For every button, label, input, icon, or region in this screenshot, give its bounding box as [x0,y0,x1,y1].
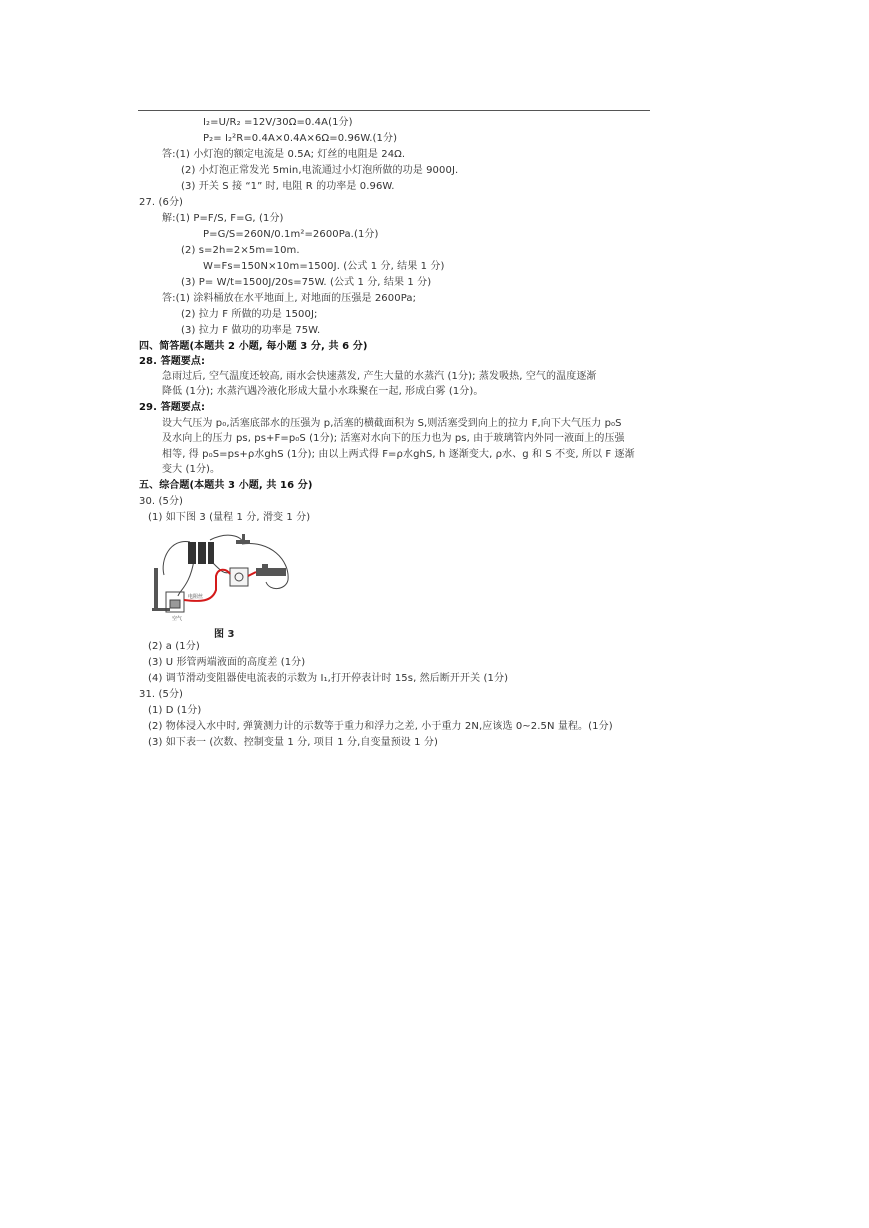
text-line: (3) 开关 S 接 “1” 时, 电阻 R 的功率是 0.96W. [181,181,395,192]
rheostat-icon [256,564,286,576]
text-line: (1) 如下图 3 (量程 1 分, 滑变 1 分) [148,512,311,523]
text-line: W=Fs=150N×10m=1500J. (公式 1 分, 结果 1 分) [203,261,445,272]
circuit-figure [150,530,295,622]
question-number: 31. (5分) [139,689,184,700]
header-rule [138,110,650,111]
text-line: 降低 (1分); 水蒸汽遇冷液化形成大量小水珠聚在一起, 形成白雾 (1分)。 [162,386,484,397]
battery-icon [188,542,214,564]
text-line: (3) 拉力 F 做功的功率是 75W. [181,325,321,336]
text-line: 相等, 得 p₀S=ps+ρ水ghS (1分); 由以上两式得 F=ρ水ghS, h 逐渐变大, ρ水、g 和 S 不变, 所以 F 逐渐 [162,449,635,460]
text-line: (2) s=2h=2×5m=10m. [181,245,300,256]
circuit-wires [163,535,288,596]
question-number: 27. (6分) [139,197,184,208]
question-heading: 29. 答题要点: [139,402,206,413]
resistor-label: 电阻丝 [188,594,204,600]
text-line: (3) 如下表一 (次数、控制变量 1 分, 项目 1 分,自变量预设 1 分) [148,737,439,748]
text-line: 变大 (1分)。 [162,464,221,475]
text-line: (2) a (1分) [148,641,200,652]
text-line: 解:(1) P=F/S, F=G, (1分) [162,213,284,224]
section-heading: 四、简答题(本题共 2 小题, 每小题 3 分, 共 6 分) [139,341,368,352]
switch-icon [236,534,250,544]
air-label: 空气 [172,616,183,622]
text-line: (3) P= W/t=1500J/20s=75W. (公式 1 分, 结果 1 分) [181,277,432,288]
text-line: 答:(1) 小灯泡的额定电流是 0.5A; 灯丝的电阻是 24Ω. [162,149,406,160]
text-line: 设大气压为 p₀,活塞底部水的压强为 p,活塞的横截面积为 S,则活塞受到向上的拉力 F,向下大气压力 p₀S [162,418,622,429]
stand-icon [152,568,170,611]
ammeter-icon [230,568,248,586]
question-number: 30. (5分) [139,496,184,507]
section-heading: 五、综合题(本题共 3 小题, 共 16 分) [139,480,313,491]
text-line: (2) 物体浸入水中时, 弹簧测力计的示数等于重力和浮力之差, 小于重力 2N,应该选 0~2.5N 量程。(1分) [148,721,613,732]
text-line: 急雨过后, 空气温度还较高, 雨水会快速蒸发, 产生大量的水蒸汽 (1分); 蒸发吸热, 空气的温度逐渐 [162,371,597,382]
text-line: P₂= I₂²R=0.4A×0.4A×6Ω=0.96W.(1分) [203,133,398,144]
text-line: (2) 拉力 F 所做的功是 1500J; [181,309,318,320]
text-line: 及水向上的压力 ps, ps+F=p₀S (1分); 活塞对水向下的压力也为 ps, 由于玻璃管内外同一液面上的压强 [162,433,625,444]
text-line: I₂=U/R₂ =12V/30Ω=0.4A(1分) [203,117,353,128]
text-line: (4) 调节滑动变阻器使电流表的示数为 I₁,打开停表计时 15s, 然后断开开关 (1分) [148,673,509,684]
text-line: 答:(1) 涂料桶放在水平地面上, 对地面的压强是 2600Pa; [162,293,417,304]
text-line: (3) U 形管两端液面的高度差 (1分) [148,657,306,668]
text-line: (2) 小灯泡正常发光 5min,电流通过小灯泡所做的功是 9000J. [181,165,459,176]
figure-caption: 图 3 [214,629,235,640]
text-line: (1) D (1分) [148,705,202,716]
text-line: P=G/S=260N/0.1m²=2600Pa.(1分) [203,229,379,240]
question-heading: 28. 答题要点: [139,356,206,367]
